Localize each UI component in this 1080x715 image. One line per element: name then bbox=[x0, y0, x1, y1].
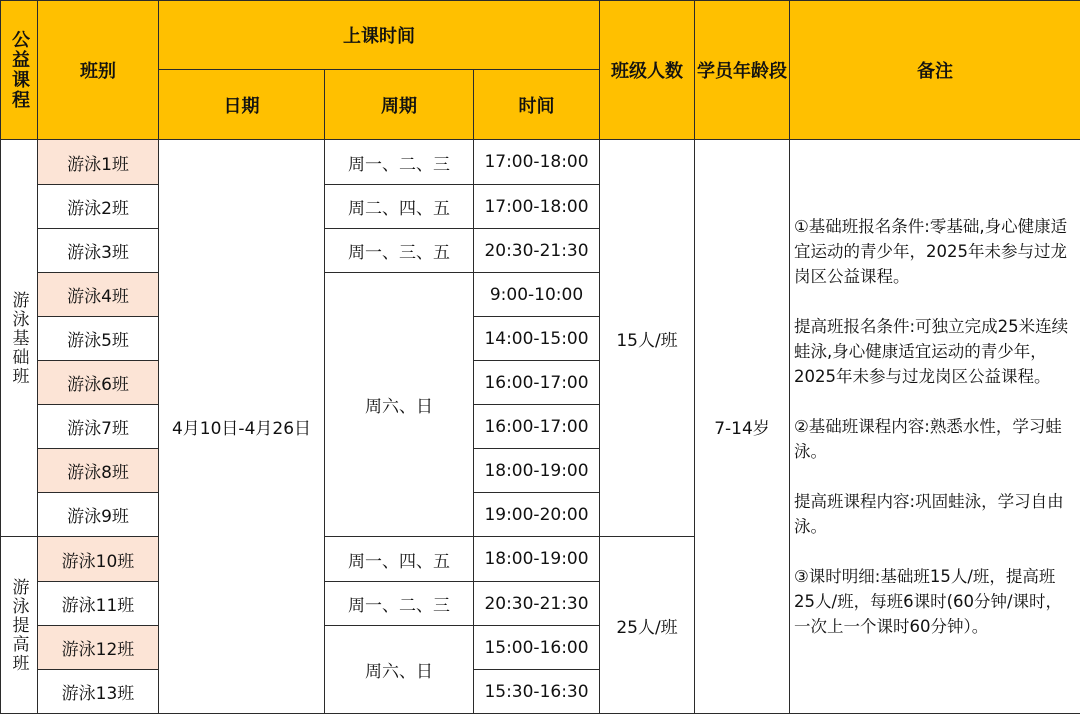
class-name: 游泳11班 bbox=[38, 582, 159, 626]
header-time-group: 上课时间 bbox=[159, 1, 600, 70]
group-name: 游泳提高班 bbox=[1, 537, 38, 714]
class-name: 游泳6班 bbox=[38, 361, 159, 405]
header-remarks: 备注 bbox=[790, 1, 1080, 140]
time-cell: 20:30-21:30 bbox=[474, 582, 600, 626]
time-cell: 15:30-16:30 bbox=[474, 670, 600, 714]
header-date: 日期 bbox=[159, 70, 325, 140]
week-cell: 周一、二、三 bbox=[325, 140, 474, 185]
note-1: ①基础班报名条件:零基础,身心健康适宜运动的青少年，2025年未参与过龙岗区公益课程。 bbox=[794, 217, 1068, 286]
week-cell: 周六、日 bbox=[325, 626, 474, 714]
header-course: 公益课程 bbox=[1, 1, 38, 140]
class-name: 游泳10班 bbox=[38, 537, 159, 582]
class-name: 游泳1班 bbox=[38, 140, 159, 185]
header-time: 时间 bbox=[474, 70, 600, 140]
class-name: 游泳5班 bbox=[38, 317, 159, 361]
date-range: 4月10日-4月26日 bbox=[159, 140, 325, 714]
time-cell: 17:00-18:00 bbox=[474, 140, 600, 185]
class-name: 游泳13班 bbox=[38, 670, 159, 714]
header-age: 学员年龄段 bbox=[695, 1, 790, 140]
header-class: 班别 bbox=[38, 1, 159, 140]
time-cell: 16:00-17:00 bbox=[474, 405, 600, 449]
class-name: 游泳7班 bbox=[38, 405, 159, 449]
header-size: 班级人数 bbox=[600, 1, 695, 140]
time-cell: 9:00-10:00 bbox=[474, 273, 600, 317]
note-5: ③课时明细:基础班15人/班，提高班25人/班，每班6课时(60分钟/课时，一次上一个课时60分钟）。 bbox=[794, 567, 1063, 636]
class-name: 游泳4班 bbox=[38, 273, 159, 317]
class-size: 25人/班 bbox=[600, 537, 695, 714]
class-name: 游泳3班 bbox=[38, 229, 159, 273]
group-name: 游泳基础班 bbox=[1, 140, 38, 537]
table-row bbox=[1, 140, 1080, 185]
week-cell: 周六、日 bbox=[325, 273, 474, 537]
header-week: 周期 bbox=[325, 70, 474, 140]
time-cell: 19:00-20:00 bbox=[474, 493, 600, 537]
class-name: 游泳9班 bbox=[38, 493, 159, 537]
class-name: 游泳8班 bbox=[38, 449, 159, 493]
time-cell: 16:00-17:00 bbox=[474, 361, 600, 405]
time-cell: 14:00-15:00 bbox=[474, 317, 600, 361]
note-3: ②基础班课程内容:熟悉水性，学习蛙泳。 bbox=[794, 417, 1062, 461]
time-cell: 18:00-19:00 bbox=[474, 449, 600, 493]
time-cell: 17:00-18:00 bbox=[474, 185, 600, 229]
class-name: 游泳12班 bbox=[38, 626, 159, 670]
age-range: 7-14岁 bbox=[695, 140, 790, 714]
time-cell: 20:30-21:30 bbox=[474, 229, 600, 273]
class-name: 游泳2班 bbox=[38, 185, 159, 229]
week-cell: 周一、四、五 bbox=[325, 537, 474, 582]
note-2: 提高班报名条件:可独立完成25米连续蛙泳,身心健康适宜运动的青少年，2025年未参与过龙岗区公益课程。 bbox=[794, 317, 1069, 386]
remarks-cell bbox=[790, 140, 1080, 714]
week-cell: 周二、四、五 bbox=[325, 185, 474, 229]
note-4: 提高班课程内容:巩固蛙泳，学习自由泳。 bbox=[794, 492, 1064, 536]
time-cell: 15:00-16:00 bbox=[474, 626, 600, 670]
week-cell: 周一、二、三 bbox=[325, 582, 474, 626]
time-cell: 18:00-19:00 bbox=[474, 537, 600, 582]
class-size: 15人/班 bbox=[600, 140, 695, 537]
week-cell: 周一、三、五 bbox=[325, 229, 474, 273]
